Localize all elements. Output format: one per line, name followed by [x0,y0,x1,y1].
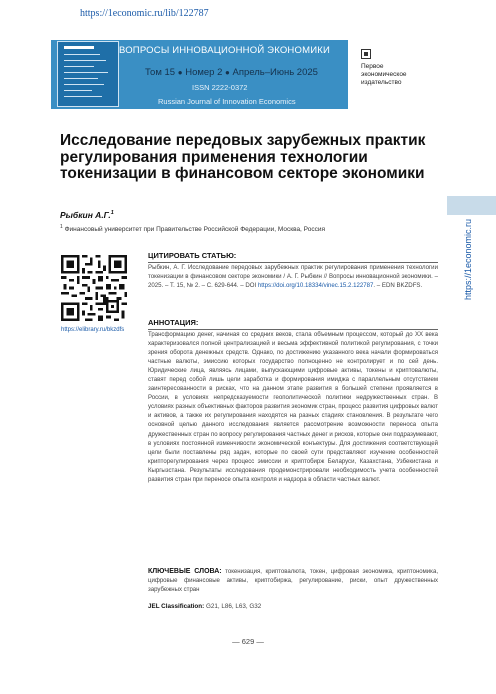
issn: ISSN 2222-0372 [192,83,248,92]
bullet-icon: ● [177,68,183,77]
issue-period: Апрель–Июнь 2025 [232,67,318,78]
publisher-mark-icon [361,49,371,59]
doi-link[interactable]: https://doi.org/10.18334/vinec.15.2.122787 [257,281,374,289]
keywords [148,567,438,595]
publisher-line-3: издательство [361,79,402,86]
author-affiliation: $^1$ Финансовый университет при Правительстве Российской Федерации, Москва, Россия [60,224,325,234]
jel-codes: G21, L86, L63, G32 [205,603,262,610]
affiliation-marker: 1 [60,224,63,230]
author-affiliation-marker: 1 [110,210,114,217]
publisher-logo [355,43,443,103]
page-number: — 629 — [232,637,264,646]
side-site-url[interactable]: https://1economic.ru [463,218,473,300]
journal-title: ВОПРОСЫ ИННОВАЦИОННОЙ ЭКОНОМИКИ [119,45,330,56]
side-tab [447,196,496,215]
publisher-line-2: экономическое [361,71,407,78]
keywords-text: токенизация, криптовалюта, токен, цифровая экономика, криптономика, цифровые финансовые активы, криптобиржа, регулирование, риски, опыт дружественных зарубежных стран [148,569,439,594]
cite-heading: ЦИТИРОВАТЬ СТАТЬЮ: [148,251,237,260]
abstract-text: Трансформацию денег, начиная со средних веков, стала объемным процессом, который до XX века характеризовался полной централизацией и весьма эффективной политикой регулирования, с точки зрения оборота денежных средств. Однако, по достижению указанного века начали формироваться частные валюты, эмиссию которых государство полноценно не контролирует и по сей день. Юридические лица, являясь лицами, выпускающими цифровые активы, токены и криптовалюты, ставят перед собой лишь цели заработка и формирования имиджа с параллельным отсутствием заинтересованности в рисках, что на данном этапе развития в большей степени проявляется в России, в условиях непредсказуемости геополитической политики недружественных стран. В условиях разных объективных факторов развития экономик стран, процесс развития цифровых валют и активов, а также их регулирования находятся на разных стадиях становления. В результате чего основной целью данного исследования является рассмотрение возможности переноса опыта дружественных стран по вопросу регулирования частных денег и рисков, которые они подразумевают, в условиях постоянной изменчивости экономической конъектуры. Для достижения соответствующей цели были поставлены ряд задач, которые по своей сути представляют изучение особенностей крипторегулирования через процесс эмиссии и криптобирж Беларуси, Казахстана, Узбекистана и Кыргызстана. Результаты исследования продемонстрировали необходимость учета особенностей развития стран при переносе опыта контроля и надзора в области частных валют. [148,332,438,483]
article-url[interactable]: https://1economic.ru/lib/122787 [80,8,209,19]
jel-label: JEL Classification: [148,603,205,610]
issue-number: Номер 2 [185,67,223,78]
bullet-icon: ● [225,68,230,77]
journal-header-banner [51,40,348,109]
journal-cover-thumbnail [57,41,119,107]
abstract-divider [148,329,438,330]
abstract-heading: АННОТАЦИЯ: [148,318,199,327]
issue-info [145,67,318,78]
keywords-heading: КЛЮЧЕВЫЕ СЛОВА: [148,568,222,575]
volume: Том 15 [145,67,176,78]
article-title: Исследование передовых зарубежных практик регулирования применения технологии токенизации в финансовом секторе экономики [60,132,426,182]
journal-english-title: Russian Journal of Innovation Economics [158,97,296,106]
cite-divider [148,262,438,263]
qr-code [61,255,127,321]
elibrary-link[interactable]: https://elibrary.ru/bkzdfs [61,327,125,333]
citation-text: Рыбкин, А. Г. Исследование передовых зарубежных практик регулирования применения технологии токенизации в финансовом секторе экономики / А. Г. Рыбкин // Вопросы инновационной экономики. – 2025. – Т. 15, № 2. – С. 629-644. – DOI https://doi.org/10.18334/vinec.15.2.122787. – EDN BKZDFS. [148,264,438,289]
publisher-line-1: Первое [361,63,384,70]
author-name: Рыбкин А.Г.$^1$ [60,210,114,220]
jel-classification [148,603,261,610]
